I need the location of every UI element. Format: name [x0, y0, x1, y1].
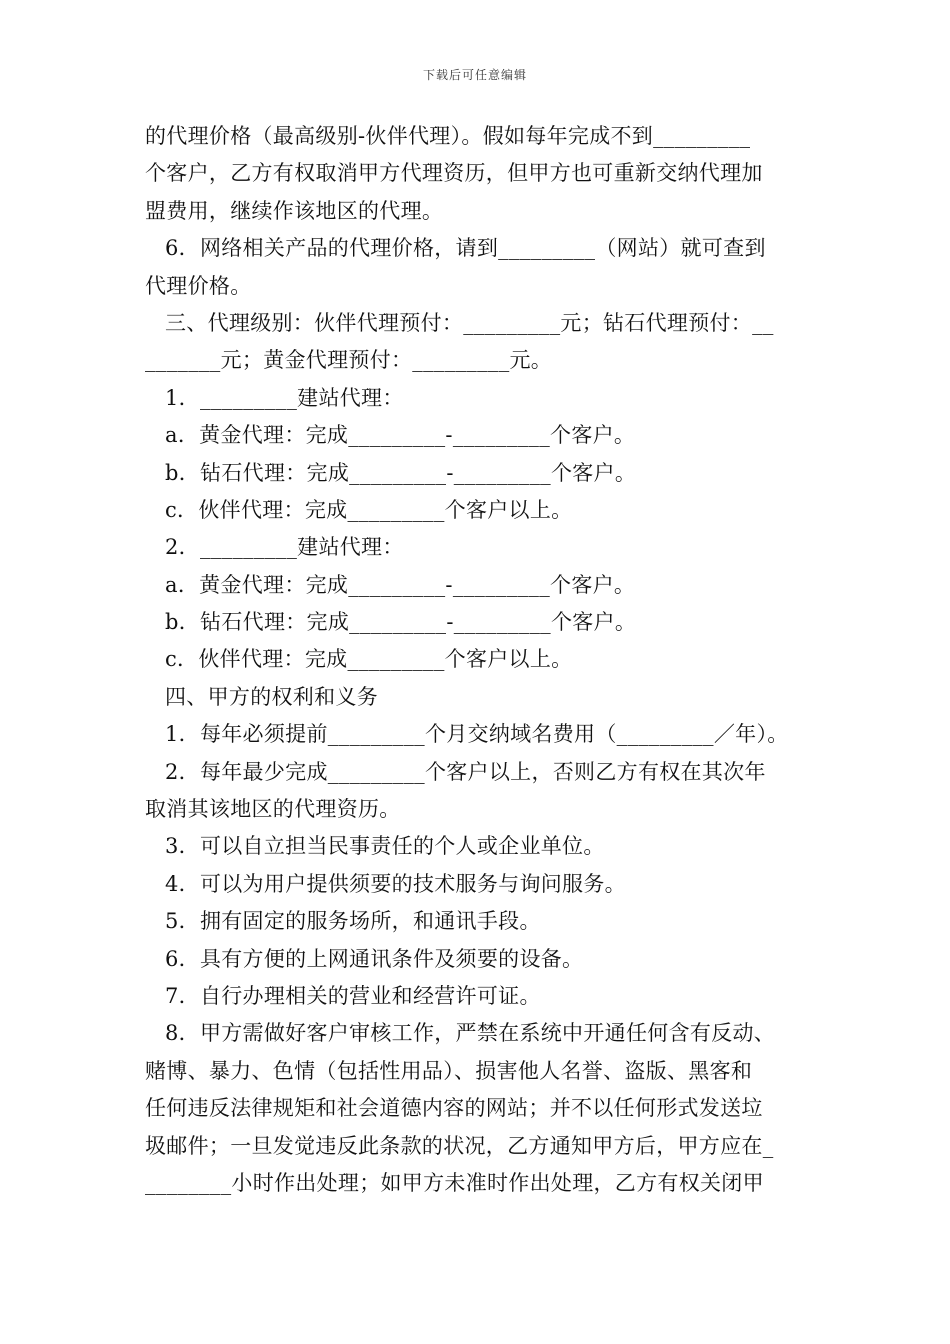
document-body	[145, 118, 815, 1202]
text-line: 圾邮件；一旦发觉违反此条款的状况，乙方通知甲方后，甲方应在_	[145, 1133, 774, 1158]
list-item: 8．甲方需做好客户审核工作，严禁在系统中开通任何含有反动、	[165, 1021, 776, 1046]
list-item: 6．具有方便的上网通讯条件及须要的设备。	[165, 946, 584, 971]
list-item: 2．每年最少完成_________个客户以上，否则乙方有权在其次年	[165, 759, 766, 784]
list-item: a．黄金代理：完成_________-_________个客户。	[165, 572, 636, 597]
text-line: 的代理价格（最高级别-伙伴代理）。假如每年完成不到_________	[145, 124, 751, 148]
list-item: 2．_________建站代理：	[165, 535, 404, 560]
text-line: _______元；黄金代理预付：_________元。	[145, 348, 553, 373]
text-line: 取消其该地区的代理资历。	[145, 797, 401, 822]
list-item: 1．每年必须提前_________个月交纳域名费用（_________／年）。	[165, 722, 789, 747]
list-item: 5．拥有固定的服务场所，和通讯手段。	[165, 909, 541, 934]
list-item: a．黄金代理：完成_________-_________个客户。	[165, 423, 636, 448]
list-item: 1．_________建站代理：	[165, 385, 404, 410]
list-item: b．钻石代理：完成_________-_________个客户。	[165, 610, 637, 635]
text-line: 代理价格。	[145, 273, 252, 298]
section-heading: 三、代理级别：伙伴代理预付：_________元；钻石代理预付：__	[165, 310, 774, 335]
list-item: c．伙伴代理：完成_________个客户以上。	[165, 647, 573, 672]
list-item: 7．自行办理相关的营业和经营许可证。	[165, 983, 541, 1008]
text-line: 个客户，乙方有权取消甲方代理资历，但甲方也可重新交纳代理加	[145, 161, 763, 186]
text-line: 赌博、暴力、色情（包括性用品）、损害他人名誉、盗版、黑客和	[145, 1058, 753, 1083]
list-item: b．钻石代理：完成_________-_________个客户。	[165, 460, 637, 485]
text-line: 6．网络相关产品的代理价格，请到_________（网站）就可查到	[165, 236, 766, 261]
text-line: 盟费用，继续作该地区的代理。	[145, 198, 444, 223]
page-header: 下载后可任意编辑	[422, 68, 527, 82]
text-line: ________小时作出处理；如甲方未准时作出处理，乙方有权关闭甲	[145, 1170, 764, 1195]
list-item: 3．可以自立担当民事责任的个人或企业单位。	[165, 834, 605, 859]
section-heading: 四、甲方的权利和义务	[165, 684, 378, 709]
text-line: 任何违反法律规矩和社会道德内容的网站；并不以任何形式发送垃	[145, 1096, 763, 1121]
list-item: 4．可以为用户提供须要的技术服务与询问服务。	[165, 871, 626, 896]
list-item: c．伙伴代理：完成_________个客户以上。	[165, 497, 573, 522]
